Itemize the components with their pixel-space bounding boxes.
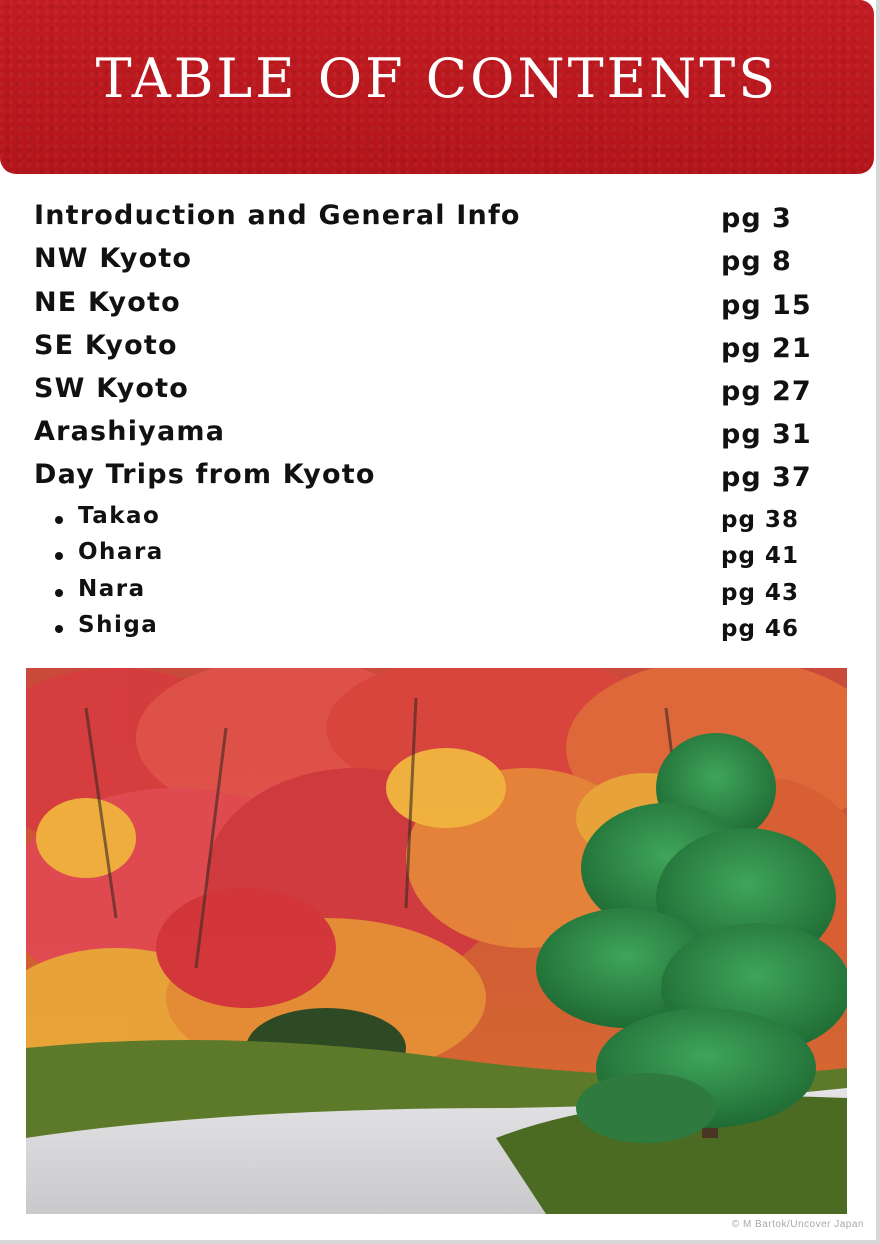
bullet-icon xyxy=(55,625,63,633)
toc-entry-page: pg 3 xyxy=(721,203,792,234)
toc-sub-entry[interactable] xyxy=(34,576,834,616)
toc-entry-page: pg 15 xyxy=(721,290,812,321)
toc-sub-entry-page: pg 41 xyxy=(721,543,799,569)
toc-sub-entry[interactable] xyxy=(34,503,834,543)
bullet-icon xyxy=(55,516,63,524)
bullet-icon xyxy=(55,589,63,597)
toc-entry-label: NW Kyoto xyxy=(34,243,193,274)
toc-entry-label: SE Kyoto xyxy=(34,330,178,361)
toc-entry-page: pg 8 xyxy=(721,246,792,277)
toc-sub-entry-label: Ohara xyxy=(78,539,164,565)
toc-sub-entry-page: pg 46 xyxy=(721,616,799,642)
toc-entry[interactable] xyxy=(34,287,834,327)
toc-entry-page: pg 27 xyxy=(721,376,812,407)
toc-entry-label: Arashiyama xyxy=(34,416,226,447)
garden-illustration xyxy=(26,668,847,1214)
toc-entry-label: Day Trips from Kyoto xyxy=(34,459,376,490)
toc-entry-page: pg 37 xyxy=(721,462,812,493)
toc-sub-entry-page: pg 38 xyxy=(721,507,799,533)
autumn-garden-photo xyxy=(26,668,847,1214)
toc-entry-page: pg 31 xyxy=(721,419,812,450)
toc-entry[interactable] xyxy=(34,373,834,413)
title-banner xyxy=(0,0,874,174)
toc-entry-label: NE Kyoto xyxy=(34,287,181,318)
toc-entry-label: Introduction and General Info xyxy=(34,200,521,231)
toc-entry-page: pg 21 xyxy=(721,333,812,364)
toc-entry[interactable] xyxy=(34,330,834,370)
toc-entry[interactable] xyxy=(34,243,834,283)
toc-entry[interactable] xyxy=(34,200,834,240)
toc-sub-entry[interactable] xyxy=(34,539,834,579)
toc-sub-entry-label: Nara xyxy=(78,576,146,602)
page-title: TABLE OF CONTENTS xyxy=(95,47,779,110)
bullet-icon xyxy=(55,552,63,560)
toc-entry-label: SW Kyoto xyxy=(34,373,190,404)
toc-sub-entry[interactable] xyxy=(34,612,834,652)
toc-entry[interactable] xyxy=(34,459,834,499)
toc-entry[interactable] xyxy=(34,416,834,456)
photo-credit: © M Bartok/Uncover Japan xyxy=(731,1219,864,1230)
toc-sub-entry-label: Shiga xyxy=(78,612,159,638)
toc-sub-entry-label: Takao xyxy=(78,503,161,529)
toc-sub-entry-page: pg 43 xyxy=(721,580,799,606)
